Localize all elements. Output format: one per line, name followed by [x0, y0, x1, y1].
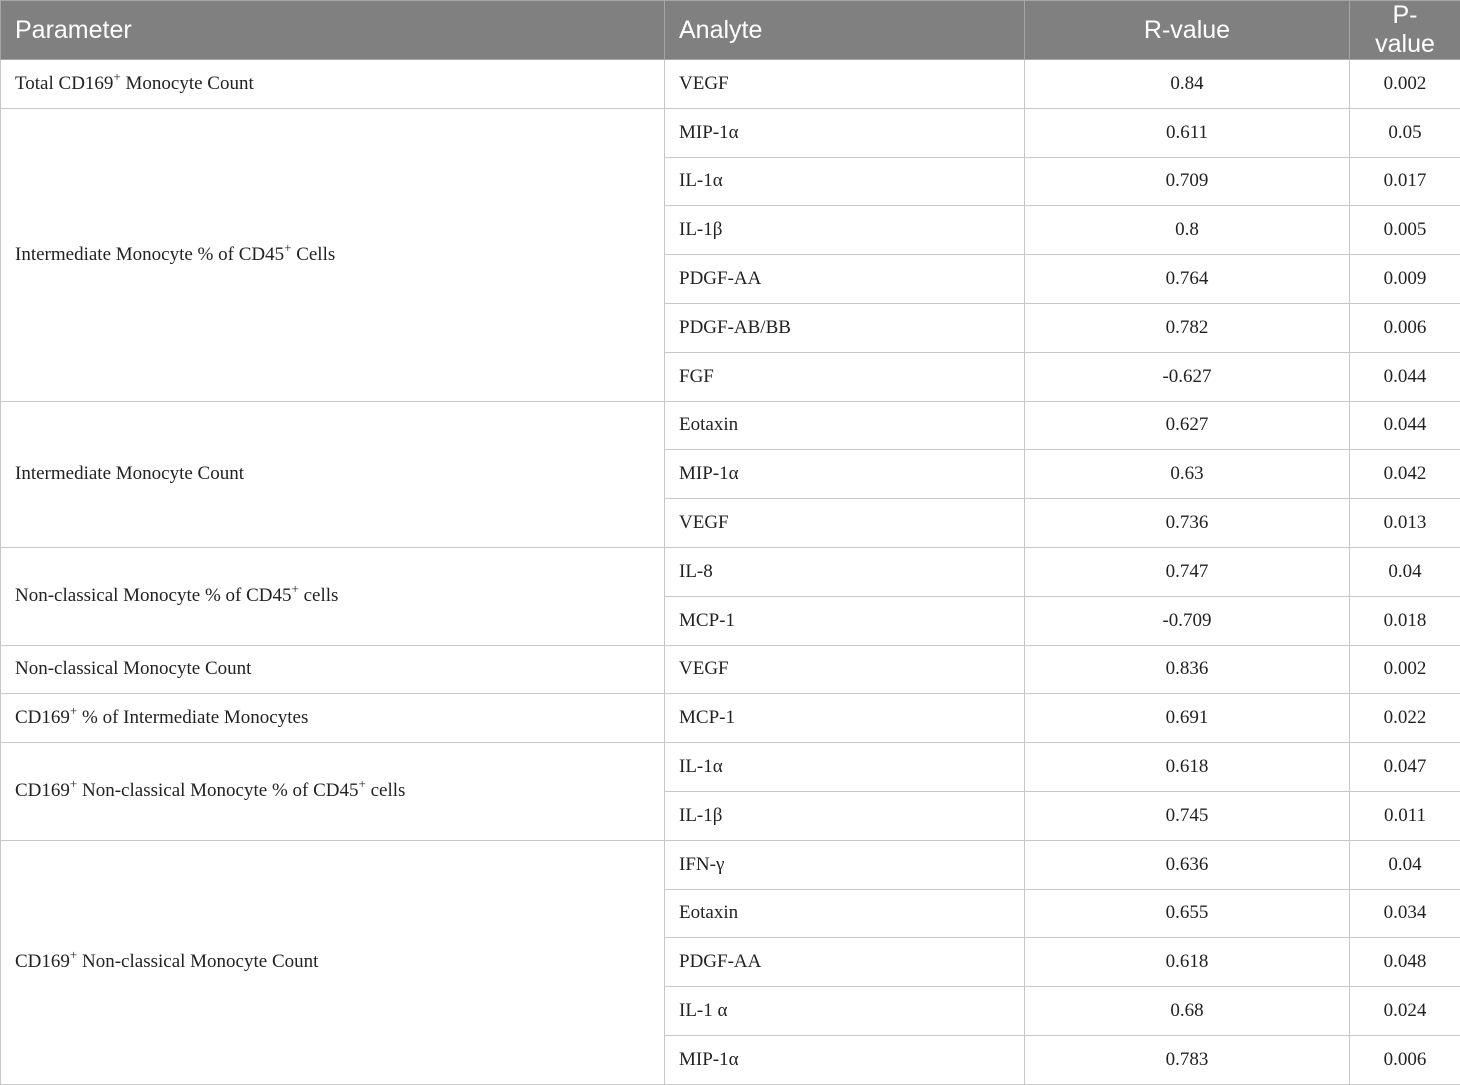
parameter-text: Non-classical Monocyte % of CD45 [15, 585, 292, 606]
r-value-cell: 0.709 [1025, 157, 1350, 206]
parameter-superscript: + [292, 581, 299, 596]
p-value-cell: 0.04 [1350, 547, 1460, 596]
table-header [1, 1, 1460, 60]
p-value-cell: 0.009 [1350, 255, 1460, 304]
parameter-text: cells [366, 780, 406, 801]
parameter-text: CD169 [15, 951, 70, 972]
analyte-cell: VEGF [665, 60, 1025, 109]
r-value-cell: 0.655 [1025, 889, 1350, 938]
p-value-cell: 0.048 [1350, 938, 1460, 987]
parameter-cell [1, 645, 665, 694]
parameter-text: Non-classical Monocyte Count [15, 658, 251, 679]
p-value-cell: 0.013 [1350, 499, 1460, 548]
r-value-cell: 0.745 [1025, 791, 1350, 840]
r-value-cell: 0.8 [1025, 206, 1350, 255]
table-row [1, 694, 1460, 743]
analyte-cell: Eotaxin [665, 401, 1025, 450]
analyte-cell: VEGF [665, 645, 1025, 694]
analyte-cell: MCP-1 [665, 694, 1025, 743]
parameter-text: Cells [291, 244, 335, 265]
r-value-cell: 0.68 [1025, 987, 1350, 1036]
p-value-cell: 0.05 [1350, 108, 1460, 157]
r-value-cell: 0.736 [1025, 499, 1350, 548]
analyte-cell: Eotaxin [665, 889, 1025, 938]
table-row [1, 645, 1460, 694]
p-value-cell: 0.006 [1350, 303, 1460, 352]
table-row [1, 743, 1460, 792]
analyte-cell: IL-8 [665, 547, 1025, 596]
analyte-cell: PDGF-AA [665, 255, 1025, 304]
analyte-cell: IFN-γ [665, 840, 1025, 889]
analyte-cell: IL-1α [665, 743, 1025, 792]
parameter-cell [1, 743, 665, 841]
analyte-cell: MCP-1 [665, 596, 1025, 645]
parameter-text: CD169 [15, 780, 70, 801]
p-value-cell: 0.047 [1350, 743, 1460, 792]
p-value-cell: 0.024 [1350, 987, 1460, 1036]
parameter-superscript: + [70, 776, 77, 791]
parameter-text: Non-classical Monocyte Count [77, 951, 318, 972]
analyte-cell: MIP-1α [665, 108, 1025, 157]
parameter-text: % of Intermediate Monocytes [77, 707, 308, 728]
p-value-cell: 0.005 [1350, 206, 1460, 255]
header-parameter: Parameter [1, 1, 665, 60]
r-value-cell: 0.84 [1025, 60, 1350, 109]
table-row [1, 108, 1460, 157]
parameter-text: Intermediate Monocyte % of CD45 [15, 244, 284, 265]
analyte-cell: PDGF-AA [665, 938, 1025, 987]
analyte-cell: FGF [665, 352, 1025, 401]
parameter-superscript: + [284, 240, 291, 255]
r-value-cell: 0.627 [1025, 401, 1350, 450]
parameter-cell [1, 840, 665, 1084]
p-value-cell: 0.018 [1350, 596, 1460, 645]
p-value-cell: 0.011 [1350, 791, 1460, 840]
parameter-cell [1, 60, 665, 109]
r-value-cell: 0.783 [1025, 1035, 1350, 1084]
p-value-cell: 0.017 [1350, 157, 1460, 206]
p-value-cell: 0.006 [1350, 1035, 1460, 1084]
parameter-text: Monocyte Count [121, 73, 254, 94]
header-p-value: P-value [1350, 1, 1460, 60]
analyte-cell: MIP-1α [665, 1035, 1025, 1084]
parameter-superscript: + [70, 703, 77, 718]
r-value-cell: 0.691 [1025, 694, 1350, 743]
p-value-cell: 0.022 [1350, 694, 1460, 743]
analyte-cell: IL-1 α [665, 987, 1025, 1036]
p-value-cell: 0.044 [1350, 401, 1460, 450]
r-value-cell: 0.636 [1025, 840, 1350, 889]
header-analyte: Analyte [665, 1, 1025, 60]
p-value-cell: 0.034 [1350, 889, 1460, 938]
parameter-cell [1, 547, 665, 645]
r-value-cell: -0.709 [1025, 596, 1350, 645]
p-value-cell: 0.042 [1350, 450, 1460, 499]
header-r-value: R-value [1025, 1, 1350, 60]
parameter-text: CD169 [15, 707, 70, 728]
analyte-cell: IL-1α [665, 157, 1025, 206]
parameter-text: cells [299, 585, 339, 606]
r-value-cell: 0.63 [1025, 450, 1350, 499]
parameter-cell [1, 108, 665, 401]
analyte-cell: IL-1β [665, 791, 1025, 840]
analyte-cell: PDGF-AB/BB [665, 303, 1025, 352]
table-body [1, 60, 1460, 1085]
analyte-cell: MIP-1α [665, 450, 1025, 499]
parameter-superscript: + [113, 69, 120, 84]
analyte-cell: VEGF [665, 499, 1025, 548]
parameter-cell [1, 694, 665, 743]
parameter-cell [1, 401, 665, 547]
header-row [1, 1, 1460, 60]
p-value-cell: 0.002 [1350, 645, 1460, 694]
r-value-cell: 0.782 [1025, 303, 1350, 352]
table-row [1, 401, 1460, 450]
p-value-cell: 0.002 [1350, 60, 1460, 109]
parameter-superscript: + [70, 947, 77, 962]
table-row [1, 547, 1460, 596]
r-value-cell: 0.747 [1025, 547, 1350, 596]
r-value-cell: 0.618 [1025, 938, 1350, 987]
parameter-text: Total CD169 [15, 73, 113, 94]
parameter-text: Non-classical Monocyte % of CD45 [77, 780, 358, 801]
parameter-superscript: + [359, 776, 366, 791]
r-value-cell: 0.618 [1025, 743, 1350, 792]
p-value-cell: 0.044 [1350, 352, 1460, 401]
table-row [1, 60, 1460, 109]
r-value-cell: 0.611 [1025, 108, 1350, 157]
table-row [1, 840, 1460, 889]
parameter-text: Intermediate Monocyte Count [15, 463, 244, 484]
r-value-cell: -0.627 [1025, 352, 1350, 401]
analyte-cell: IL-1β [665, 206, 1025, 255]
p-value-cell: 0.04 [1350, 840, 1460, 889]
r-value-cell: 0.836 [1025, 645, 1350, 694]
r-value-cell: 0.764 [1025, 255, 1350, 304]
